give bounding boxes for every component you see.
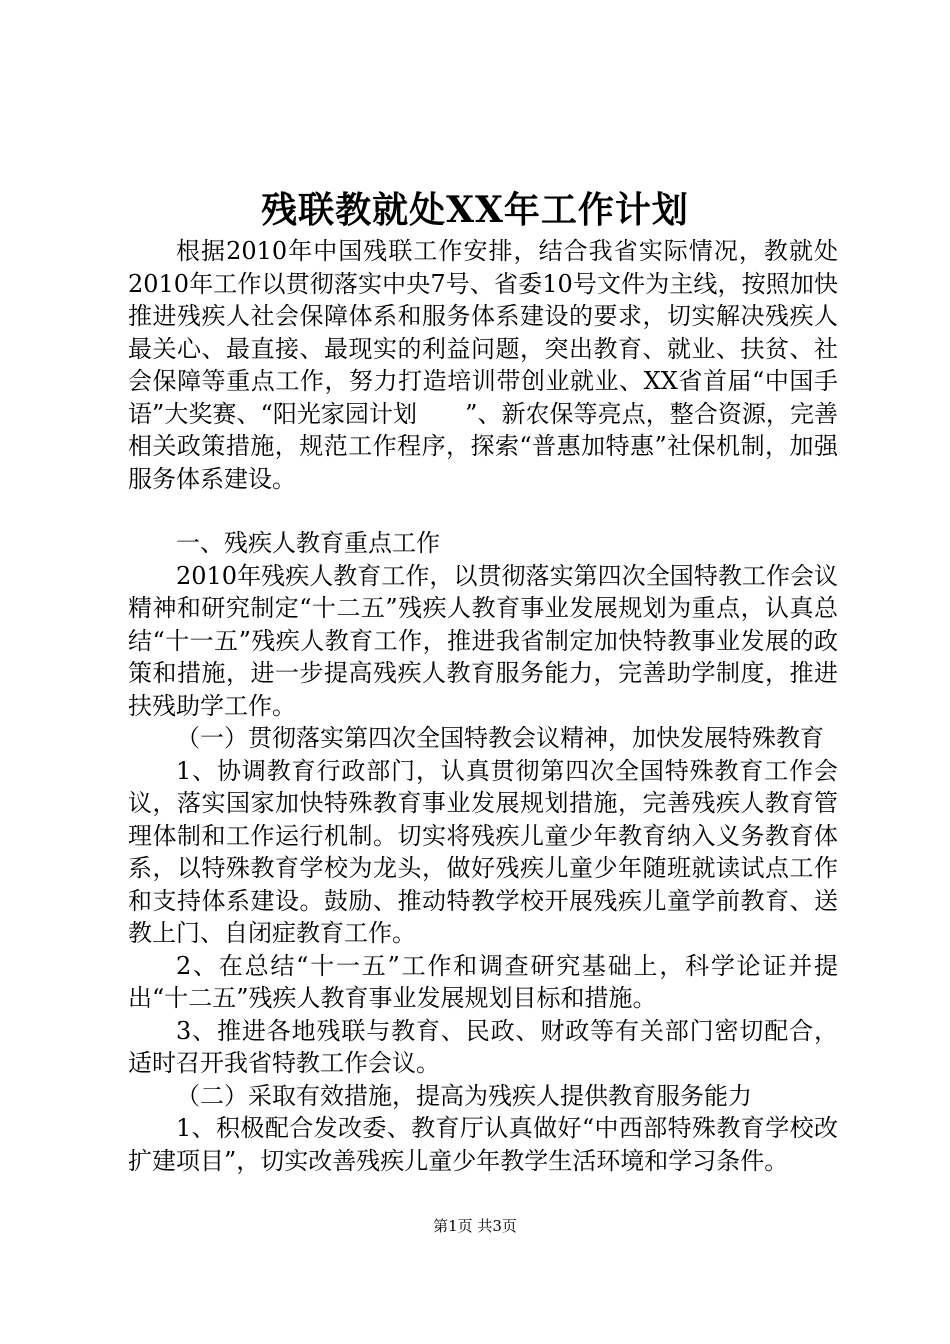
subsection-heading-1: （一）贯彻落实第四次全国特教会议精神，加快发展特殊教育	[176, 724, 824, 752]
list-item: 3、推进各地残联与教育、民政、财政等有关部门密切配合，适时召开我省特教工作会议。	[128, 1016, 838, 1077]
list-item: 2、在总结“十一五”工作和调查研究基础上，科学论证并提出“十二五”残疾人教育事业发展规划目标和措施。	[128, 951, 838, 1012]
list-item: 1、协调教育行政部门，认真贯彻第四次全国特殊教育工作会议，落实国家加快特殊教育事业发展规划措施，完善残疾人教育管理体制和工作运行机制。切实将残疾儿童少年教育纳入义务教育体系，以特殊教育学校为龙头，做好残疾儿童少年随班就读试点工作和支持体系建设。鼓励、推动特教学校开展残疾儿童学前教育、送教上门、自闭症教育工作。	[128, 756, 838, 947]
section-intro-paragraph: 2010年残疾人教育工作，以贯彻落实第四次全国特教工作会议精神和研究制定“十二五”残疾人教育事业发展规划为重点，认真总结“十一五”残疾人教育工作，推进我省制定加快特教事业发展的政策和措施，进一步提高残疾人教育服务能力，完善助学制度，推进扶残助学工作。	[128, 561, 838, 720]
section-heading: 一、残疾人教育重点工作	[176, 529, 440, 557]
document-title: 残联教就处XX年工作计划	[261, 189, 689, 231]
intro-paragraph: 根据2010年中国残联工作安排，结合我省实际情况，教就处2010年工作以贯彻落实中央7号、省委10号文件为主线，按照加快推进残疾人社会保障体系和服务体系建设的要求，切实解决残疾人最关心、最直接、最现实的利益问题，突出教育、就业、扶贫、社会保障等重点工作，努力打造培训带创业就业、XX省首届“中国手语”大奖赛、“阳光家园计划 ”、新农保等亮点，整合资源，完善相关政策措施，规范工作程序，探索“普惠加特惠”社保机制，加强服务体系建设。	[128, 237, 838, 493]
page-number: 第1页 共3页	[433, 1217, 517, 1235]
subsection-heading-2: （二）采取有效措施，提高为残疾人提供教育服务能力	[176, 1081, 752, 1110]
document-body	[128, 235, 838, 1177]
list-item: 1、积极配合发改委、教育厅认真做好“中西部特殊教育学校改扩建项目”，切实改善残疾儿童少年教学生活环境和学习条件。	[128, 1114, 838, 1175]
paragraph-gap	[128, 495, 838, 527]
